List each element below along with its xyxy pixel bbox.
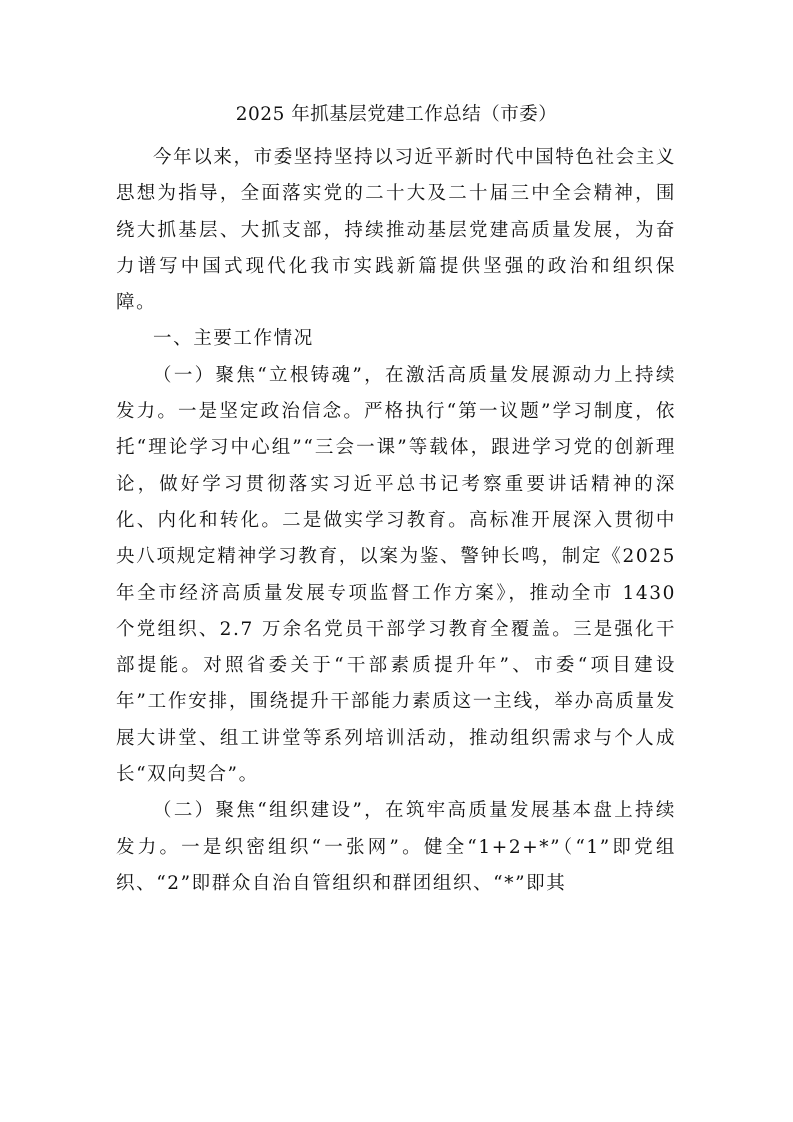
paragraph-2: （二）聚焦“组织建设”，在筑牢高质量发展基本盘上持续发力。一是织密组织“一张网”。健全“1+2+*”（“1”即党组织、“2”即群众自治自管组织和群团组织、“*”即其: [116, 800, 676, 894]
document-title: 2025 年抓基层党建工作总结（市委）: [235, 104, 558, 125]
document-body: [116, 140, 676, 902]
section-heading: 一、主要工作情况: [153, 328, 314, 350]
paragraph-1: （一）聚焦“立根铸魂”，在激活高质量发展源动力上持续发力。一是坚定政治信念。严格执行“第一议题”学习制度，依托“理论学习中心组”“三会一课”等载体，跟进学习党的创新理论，做好学习贯彻落实习近平总书记考察重要讲话精神的深化、内化和转化。二是做实学习教育。高标准开展深入贯彻中央八项规定精神学习教育，以案为鉴、警钟长鸣，制定《2025 年全市经济高质量发展专项监督工作方案》，推动全市 1430 个党组织、2.7 万余名党员干部学习教育全覆盖。三是强化干部提能。对照省委关于“干部素质提升年”、市委“项目建设年”工作安排，围绕提升干部能力素质这一主线，举办高质量发展大讲堂、组工讲堂等系列培训活动，推动组织需求与个人成长“双向契合”。: [116, 364, 676, 786]
intro-paragraph: 今年以来，市委坚持坚持以习近平新时代中国特色社会主义思想为指导，全面落实党的二十大及二十届三中全会精神，围绕大抓基层、大抓支部，持续推动基层党建高质量发展，为奋力谱写中国式现代化我市实践新篇提供坚强的政治和组织保障。: [116, 147, 676, 314]
